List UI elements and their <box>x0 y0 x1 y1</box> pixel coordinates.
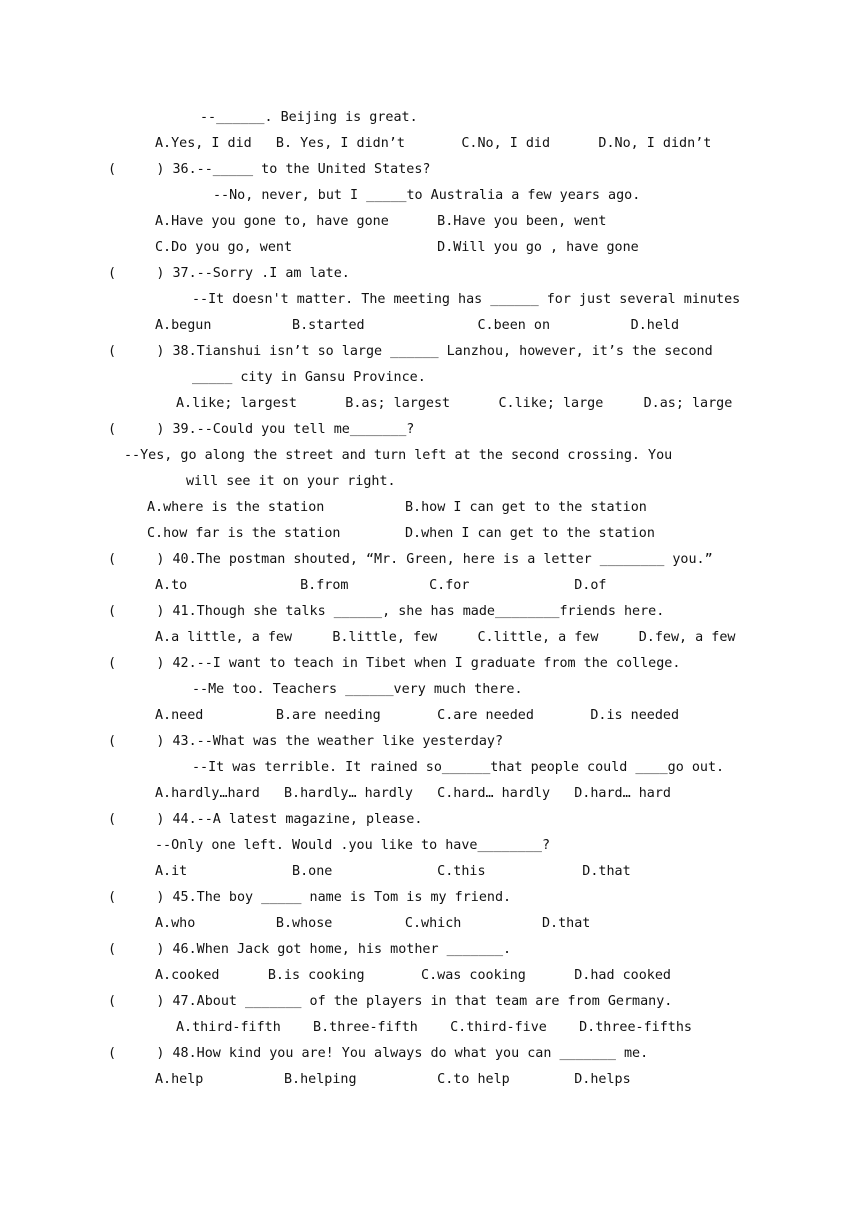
question-48: ( ) 48.How kind you are! You always do what you can _______ me. <box>108 1046 649 1061</box>
question-37-response: --It doesn't matter. The meeting has ______ for just several minutes <box>192 292 741 307</box>
question-43: ( ) 43.--What was the weather like yesterday? <box>108 734 504 749</box>
question-39-options-ab: A.where is the station B.how I can get to the station <box>147 500 647 515</box>
question-45: ( ) 45.The boy _____ name is Tom is my friend. <box>108 890 512 905</box>
question-44-response: --Only one left. Would .you like to have________? <box>155 838 551 853</box>
question-38-continued: _____ city in Gansu Province. <box>192 370 426 385</box>
question-39-options-cd: C.how far is the station D.when I can get to the station <box>147 526 655 541</box>
question-43-options: A.hardly…hard B.hardly… hardly C.hard… hardly D.hard… hard <box>155 786 671 801</box>
question-38-options: A.like; largest B.as; largest C.like; large D.as; large <box>176 396 733 411</box>
question-40: ( ) 40.The postman shouted, “Mr. Green, here is a letter ________ you.” <box>108 552 713 567</box>
question-42: ( ) 42.--I want to teach in Tibet when I graduate from the college. <box>108 656 681 671</box>
question-36-options-ab: A.Have you gone to, have gone B.Have you been, went <box>155 214 607 229</box>
question-37-options: A.begun B.started C.been on D.held <box>155 318 680 333</box>
question-38: ( ) 38.Tianshui isn’t so large ______ Lanzhou, however, it’s the second <box>108 344 713 359</box>
question-36-options-cd: C.Do you go, went D.Will you go , have gone <box>155 240 639 255</box>
question-42-response: --Me too. Teachers ______very much there. <box>192 682 523 697</box>
question-37: ( ) 37.--Sorry .I am late. <box>108 266 350 281</box>
question-41-options: A.a little, a few B.little, few C.little, a few D.few, a few <box>155 630 736 645</box>
question-42-options: A.need B.are needing C.are needed D.is needed <box>155 708 680 723</box>
answer-line: --______. Beijing is great. <box>200 110 418 125</box>
question-36-response: --No, never, but I _____to Australia a few years ago. <box>213 188 641 203</box>
question-41: ( ) 41.Though she talks ______, she has made________friends here. <box>108 604 665 619</box>
question-46: ( ) 46.When Jack got home, his mother _______. <box>108 942 512 957</box>
question-44-options: A.it B.one C.this D.that <box>155 864 631 879</box>
question-47-options: A.third-fifth B.three-fifth C.third-five D.three-fifths <box>176 1020 692 1035</box>
question-36: ( ) 36.--_____ to the United States? <box>108 162 431 177</box>
question-45-options: A.who B.whose C.which D.that <box>155 916 591 931</box>
question-39-response-continued: will see it on your right. <box>186 474 396 489</box>
question-40-options: A.to B.from C.for D.of <box>155 578 607 593</box>
question-47: ( ) 47.About _______ of the players in that team are from Germany. <box>108 994 673 1009</box>
question-43-response: --It was terrible. It rained so______that people could ____go out. <box>192 760 725 775</box>
question-39-response: --Yes, go along the street and turn left at the second crossing. You <box>124 448 673 463</box>
question-46-options: A.cooked B.is cooking C.was cooking D.had cooked <box>155 968 671 983</box>
question-44: ( ) 44.--A latest magazine, please. <box>108 812 423 827</box>
answer-options: A.Yes, I did B. Yes, I didn’t C.No, I did D.No, I didn’t <box>155 136 712 151</box>
question-48-options: A.help B.helping C.to help D.helps <box>155 1072 631 1087</box>
question-39: ( ) 39.--Could you tell me_______? <box>108 422 415 437</box>
